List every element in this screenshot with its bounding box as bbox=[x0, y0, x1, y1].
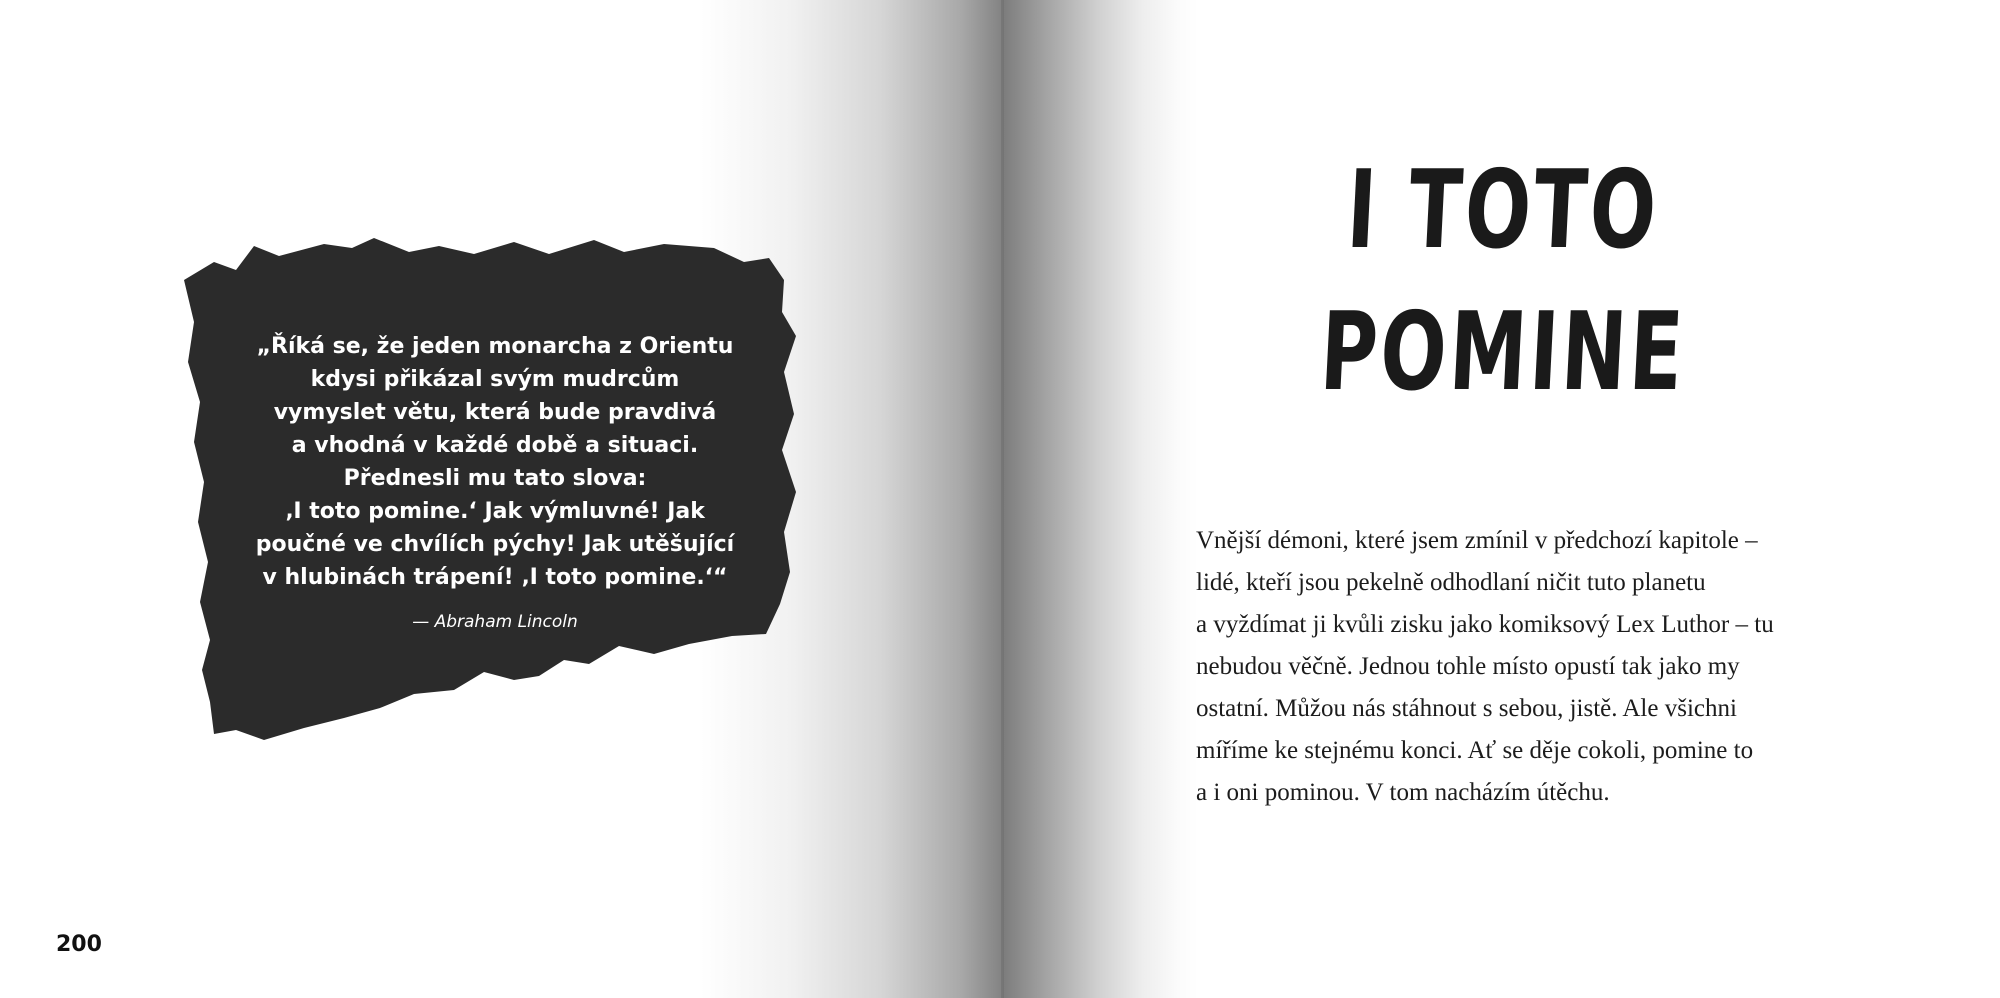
quote-text: „Říká se, že jeden monarcha z Orientu kdysi přikázal svým mudrcům vymyslet větu, která bude pravdivá a vhodná v každé době a situaci. Přednesli mu tato slova: ‚I toto pomine.‘ Jak výmluvné! Jak poučné ve chvílích pýchy! Jak utěšující v hlubinách trápení! ‚I toto pomine.‘“ bbox=[255, 334, 735, 590]
chapter-title-line-2: POMINE bbox=[1317, 290, 1689, 415]
quote-author: — Abraham Lincoln bbox=[412, 612, 578, 632]
chapter-title-line-1: I TOTO bbox=[1344, 148, 1662, 273]
book-gutter bbox=[1001, 0, 1004, 998]
body-paragraph: Vnější démoni, které jsem zmínil v předchozí kapitole – lidé, kteří jsou pekelně odhodlaní ničit tuto planetu a vyždímat ji kvůli zisku jako komiksový Lex Luthor – tu nebudou věčně. Jednou tohle místo opustí tak jako my ostatní. Můžou nás stáhnout s sebou, jistě. Ale všichni míříme ke stejnému konci. Ať se děje cokoli, pomine to a i oni pominou. V tom nacházím útěchu. bbox=[1196, 527, 1774, 806]
chapter-title bbox=[1233, 140, 1773, 424]
page-number: 200 bbox=[56, 932, 102, 957]
